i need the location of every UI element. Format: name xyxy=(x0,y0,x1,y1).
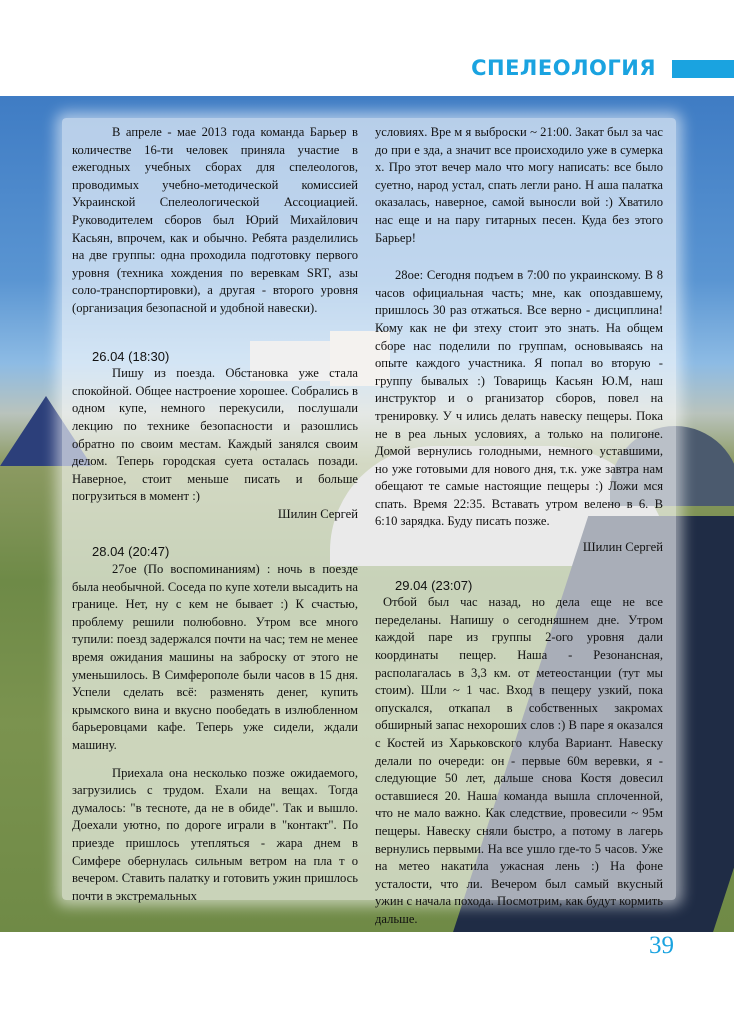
entry-text-1: Пишу из поезда. Обстановка уже стала спокойной. Общее настроение хорошее. Собрались в одном купе, немного перекусили, послушали лекцию по технике безопасности и разошлись обратно по своим местам. Каждый занялся своим делом. Теперь городская суета осталась позади. Наверное, стоит меньше писать и больше погрузиться в момент :) xyxy=(72,366,358,504)
intro-paragraph: В апреле - мае 2013 года команда Барьер в количестве 16-ти человек приняла участие в ежегодных учебных сборах для спелеологов, проводимых учебно-методической комиссией Украинской Спелеологической Ассоциацией. Руководителем сборов был Юрий Михайлович Касьян, впрочем, как и обычно. Ребята разделились на две группы: одна проходила подготовку первого уровня (техника хождения по веревкам SRT, азы соло-транспортировки), а другая - второго уровня (организация безопасной и удобной навески). xyxy=(72,125,358,315)
page-number: 39 xyxy=(649,932,674,959)
left-column xyxy=(72,124,358,905)
entry-text-3: Отбой был час назад, но дела еще не все переделаны. Напишу о сегодняшнем дне. Утром каждой паре из группы 2-ого уровня дали координаты пещер. Наша - Резонансная, располагалась в 3,3 км. от метеостанции (тут мы стоим). Шли ~ 1 час. Вход в пещеру узкий, пока опускался, откапал в собственных закромах обширный запас нехороших слов :) В паре я оказался с Костей из Харьковского клуба Вариант. Навеску делали по очереди: он - первые 60м веревки, я - следующие 50 лет, дальше снова Костя довесил оставшиеся 20. Наша команда вышла сплоченной, что не мало важно. Как следствие, провесили ~ 95м пещеры. Навеску сняли быстро, а потому в лагерь вернулись первыми. На все ушло где-то 5 часов. Уже на метео накатила ужасная лень :) На фоне усталости, что ли. Вечером был самый вкусный ужин с начала похода. Посмотрим, как будут кормить дальше. xyxy=(375,595,663,926)
entry-date-2: 28.04 (20:47) xyxy=(92,544,170,560)
section-accent-bar xyxy=(672,60,734,78)
entry-text-2b: Приехала она несколько позже ожидаемого, загрузились с трудом. Ехали на вещах. Тогда думалось: "в тесноте, да не в обиде". Так и вышло. Доехали уютно, по дороге играли в "контакт". По приезде пришлось утепляться - жара днем в Симфере обернулась сильным ветром на пла т о вечером. Ставить палатку и готовить ужин пришлось почти в экстремальных xyxy=(72,765,358,903)
paragraph-28: 28ое: Сегодня подъем в 7:00 по украинскому. В 8 часов официальная часть; мне, как опоздавшему, пришлось 30 раз отжаться. Все верно - дисциплина! Кому как не фи зтеху стоит это знать. На общем сборе нас поделили по группам, основываясь на опыте каждого участника. Я попал во вторую - группу бывалых :) Товарищь Касьян Ю.М, наш инструктор и о рганизатор сборов, повел на тренировку. У ч ились делать навеску пещеры. Пока не в реа льных условиях, а только на полигоне. Домой вернулись голодными, немного уставшими, но уже готовыми для нового дня, т.к. уже завтра нам обещают те самые настоящие пещеры :) Ложи мся спать. Время 22:35. Вставать утром велено в 6. В 6:10 зарядка. Буду писать позже. xyxy=(375,268,663,529)
entry-text-2a: 27ое (По воспоминаниям) : ночь в поезде была необычной. Соседа по купе хотели высадить на границе. Нет, ну с кем не бывает :) К счастью, проблему решили полюбовно. Утром все много тупили: поезд задержался почти на час; тем не менее время ожидания машины на заброску от этого не уменьшилось. В Симферополе были часов в 15 дня. Успели сделать всё: разменять денег, купить крымского вина и вкусно пообедать в излюбленном барьеровцами кафе. Теперь уже сидели, ждали машину. xyxy=(72,562,358,752)
right-column xyxy=(375,124,663,929)
entry-signature-1: Шилин Сергей xyxy=(277,506,358,521)
entry-date-1: 26.04 (18:30) xyxy=(92,348,170,364)
continued-paragraph: условиях. Вре м я выброски ~ 21:00. Закат был за час до при е зда, а значит все происходило уже в сумерка х. Про этот вечер мало что могу написать: все было суетно, народ устал, спать легли рано. Н аша палатка оказалась, наверное, самой выносли вой :) Хватило нас еще и на пару гитарных песен. Куда без этого Барьер! xyxy=(375,125,663,245)
section-title: СПЕЛЕОЛОГИЯ xyxy=(471,56,656,80)
entry-signature-2: Шилин Сергей xyxy=(582,540,663,555)
entry-date-3: 29.04 (23:07) xyxy=(395,577,473,593)
